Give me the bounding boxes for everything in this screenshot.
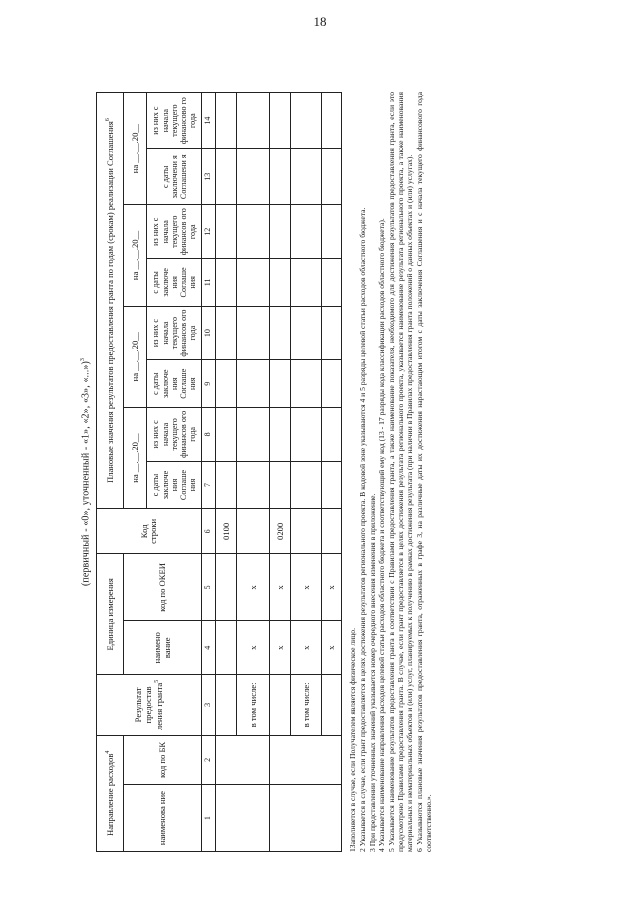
header-name: наименова ние: [124, 785, 202, 852]
table-row: [270, 93, 291, 852]
cell-unit-code: х: [270, 554, 291, 621]
column-number: 12: [202, 205, 216, 259]
cell-value: [291, 205, 322, 259]
cell-value: [237, 93, 270, 149]
header-period-3: на __.__.20__: [124, 205, 147, 306]
rotated-form: [80, 92, 540, 852]
footnote: 3 При представлении уточненных значений указывается номер очередного внесения изменения в приложение.: [367, 493, 377, 852]
cell-value: [216, 259, 237, 306]
cell-unit-code: х: [291, 554, 322, 621]
cell-value: [322, 259, 342, 306]
column-number: 11: [202, 259, 216, 306]
column-number: 1: [202, 785, 216, 852]
header-period-2: на __.__.20__: [124, 306, 147, 407]
cell-code-bk: [216, 735, 270, 785]
cell-unit-name: х: [270, 621, 291, 675]
header-since-sign-2: с даты заключе ния Соглаше ния: [147, 360, 202, 407]
footnote: 4 Указывается наименование направления расходов целевой статьи расходов областного бюджета и соответствующий ему код (13 - 17 разряды кода классификации расходов областного бюджета).: [377, 218, 387, 852]
cell-value: [270, 205, 291, 259]
cell-unit-name: х: [291, 621, 322, 675]
cell-value: [270, 360, 291, 407]
header-since-sign-4: с даты заключени я Соглашени я: [147, 149, 202, 205]
cell-unit-code: [216, 554, 237, 621]
cell-value: [237, 259, 270, 306]
cell-unit-name: х: [237, 621, 270, 675]
cell-value: [291, 306, 322, 360]
header-unit-name: наимено вание: [124, 621, 202, 675]
header-period-4: на __.__.20__: [124, 93, 147, 205]
results-table: [96, 92, 342, 852]
cell-value: [216, 360, 237, 407]
column-number: 5: [202, 554, 216, 621]
cell-result: в том числе:: [237, 675, 270, 735]
cell-value: [322, 360, 342, 407]
cell-value: [216, 306, 237, 360]
cell-value: [291, 360, 322, 407]
form-caption: (первичный - «0», уточненный - «1», «2», «3», «...»)$^3$: [80, 357, 92, 587]
header-planned: Плановые значения результатов предоставления гранта по годам (срокам) реализации Соглашения$^6$: [97, 93, 124, 509]
header-since-sign-1: с даты заключе ния Соглаше ния: [147, 461, 202, 508]
cell-unit-code: х: [322, 554, 342, 621]
column-number: 7: [202, 461, 216, 508]
cell-direction-name: [216, 785, 270, 852]
cell-value: [237, 205, 270, 259]
header-direction: Направление расходов$^4$: [97, 735, 124, 851]
cell-value: [322, 461, 342, 508]
cell-value: [216, 93, 237, 149]
header-since-year-4: из них с начала текущего финансово го года: [147, 93, 202, 149]
column-number: 6: [202, 509, 216, 554]
column-number: 14: [202, 93, 216, 149]
column-number: 9: [202, 360, 216, 407]
column-number: 13: [202, 149, 216, 205]
column-number: 4: [202, 621, 216, 675]
header-since-sign-3: с даты заключе ния Соглаше ния: [147, 259, 202, 306]
cell-value: [270, 259, 291, 306]
cell-value: [216, 461, 237, 508]
cell-unit-name: [216, 621, 237, 675]
cell-value: [270, 461, 291, 508]
cell-value: [216, 205, 237, 259]
column-number: 2: [202, 735, 216, 785]
header-row-code: Код строки: [97, 509, 202, 554]
header-unit: Единица измерения: [97, 554, 124, 675]
header-period-1: на __.__.20__: [124, 407, 147, 508]
cell-value: [322, 93, 342, 149]
cell-result: [270, 675, 291, 735]
cell-value: [237, 461, 270, 508]
header-since-year-2: из них с начала текущего финансов ого года: [147, 306, 202, 360]
cell-value: [291, 93, 322, 149]
cell-row-code: [322, 509, 342, 554]
cell-row-code: [291, 509, 322, 554]
column-number: 8: [202, 407, 216, 461]
cell-value: [322, 407, 342, 461]
cell-value: [322, 306, 342, 360]
footnote: 6 Указываются плановые значения результатов предоставления гранта, отраженных в графе 3, на различные даты их достижения нарастающим итогом с даты заключения Соглашения и с начала текущего финансового года соответственно.».: [414, 92, 433, 852]
cell-row-code: [237, 509, 270, 554]
footnote: 1Заполняется в случае, если Получателем является физическое лицо.: [348, 628, 358, 852]
header-since-year-3: из них с начала текущего финансов ого года: [147, 205, 202, 259]
footnotes: [348, 92, 432, 852]
footnote: 5 Указывается наименование результатов предоставления гранта в соответствии с Правилами предоставления гранта, а также наименование показателя, необходимого для достижения результатов предоставления гранта, если это предусмотрено Правилами предоставления гранта. В случае, если грант предоставляется в целях достижения результата регионального проекта, указывается наименование результата регионального проекта, а также наименования материальных и нематериальных объектов и (или) услуг, планируемых к получению в рамках достижения результата (при наличии в Правилах предоставления гранта положений о данных объектах и (или) услугах).: [386, 92, 414, 852]
header-code-bk: код по БК: [124, 735, 202, 785]
cell-value: [270, 407, 291, 461]
header-result: Результат предостав ления гранта$^5$: [97, 675, 202, 735]
cell-value: [237, 149, 270, 205]
cell-code-bk: [270, 735, 342, 785]
cell-result: [216, 675, 237, 735]
cell-row-code: 0200: [270, 509, 291, 554]
page-number: 18: [313, 14, 327, 29]
cell-value: [216, 407, 237, 461]
cell-unit-code: х: [237, 554, 270, 621]
cell-result: в том числе:: [291, 675, 322, 735]
cell-value: [291, 259, 322, 306]
header-since-year-1: из них с начала текущего финансов ого года: [147, 407, 202, 461]
header-unit-code: код по ОКЕИ: [124, 554, 202, 621]
cell-row-code: 0100: [216, 509, 237, 554]
cell-value: [322, 205, 342, 259]
cell-value: [291, 407, 322, 461]
cell-value: [237, 360, 270, 407]
cell-value: [291, 149, 322, 205]
cell-value: [270, 306, 291, 360]
cell-value: [270, 149, 291, 205]
cell-unit-name: х: [322, 621, 342, 675]
cell-value: [291, 461, 322, 508]
table-row: [216, 93, 237, 852]
cell-value: [237, 407, 270, 461]
column-number: 3: [202, 675, 216, 735]
footnote: 2 Указывается в случае, если грант предоставляется в целях достижения результатов регионального проекта. В кодовой зоне указываются 4 и 5 разряды целевой статьи расходов областного бюджета.: [357, 207, 367, 852]
cell-direction-name: [270, 785, 342, 852]
cell-value: [270, 93, 291, 149]
cell-value: [216, 149, 237, 205]
cell-value: [237, 306, 270, 360]
column-number: 10: [202, 306, 216, 360]
cell-value: [322, 149, 342, 205]
cell-result: [322, 675, 342, 735]
